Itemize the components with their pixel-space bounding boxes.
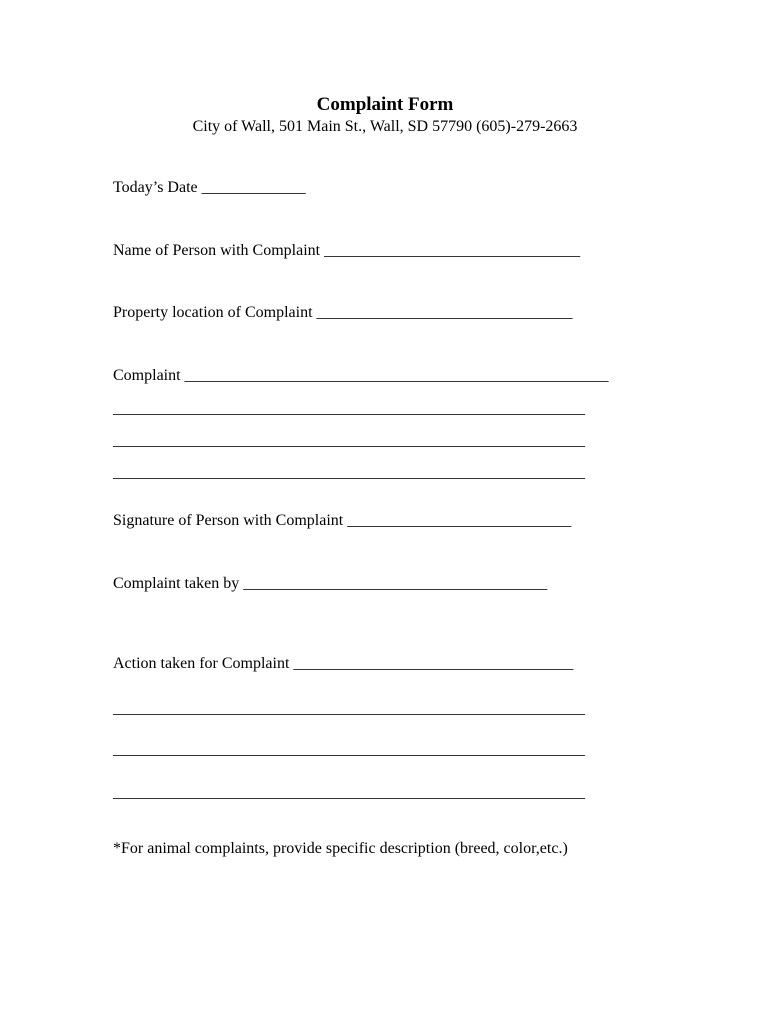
complaint-taken-by-field[interactable]: Complaint taken by ______________________________________ [113,575,548,592]
name-of-person-field[interactable]: Name of Person with Complaint ________________________________ [113,242,581,259]
signature-field[interactable]: Signature of Person with Complaint ____________________________ [113,512,572,529]
action-line-4[interactable]: ___________________________________________________________ [113,784,585,801]
property-location-field[interactable]: Property location of Complaint ________________________________ [113,304,573,321]
action-line-2[interactable]: ___________________________________________________________ [113,700,585,717]
action-line-3[interactable]: ___________________________________________________________ [113,741,585,758]
action-taken-field[interactable]: Action taken for Complaint ___________________________________ [113,655,574,672]
complaint-line-4[interactable]: ___________________________________________________________ [113,464,585,481]
form-subtitle-address: City of Wall, 501 Main St., Wall, SD 57790 (605)-279-2663 [192,118,578,135]
form-title: Complaint Form [316,94,454,115]
complaint-line-3[interactable]: ___________________________________________________________ [113,432,585,449]
todays-date-field[interactable]: Today’s Date _____________ [113,179,306,196]
complaint-line-2[interactable]: ___________________________________________________________ [113,400,585,417]
animal-complaints-footnote: *For animal complaints, provide specific description (breed, color,etc.) [113,840,568,857]
complaint-field[interactable]: Complaint _____________________________________________________ [113,367,609,384]
